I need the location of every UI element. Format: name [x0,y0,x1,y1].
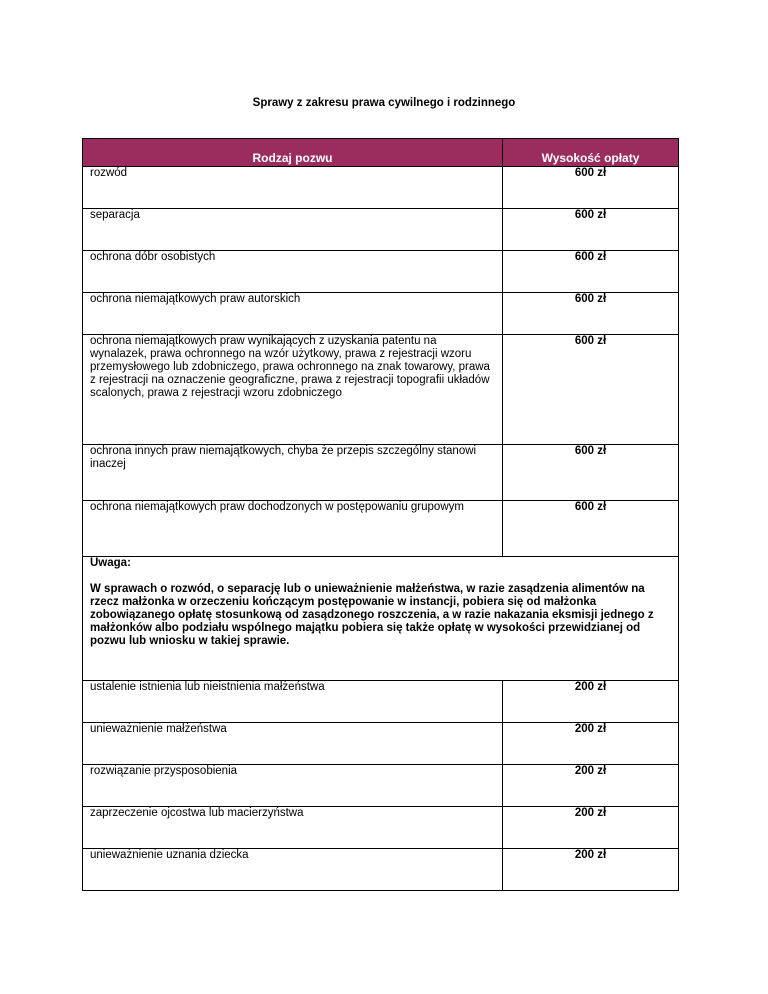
fee-cell: 200 zł [503,723,679,765]
header-fee-amount: Wysokość opłaty [503,139,679,167]
table-header-row [83,139,679,167]
note-cell [83,557,679,681]
claim-type-cell: ochrona niemajątkowych praw dochodzonych w postępowaniu grupowym [83,501,503,557]
fee-cell: 600 zł [503,167,679,209]
table-row [83,167,679,209]
claim-type-cell: ochrona innych praw niemajątkowych, chyba że przepis szczególny stanowi inaczej [83,445,503,501]
claim-type-cell: ochrona dóbr osobistych [83,251,503,293]
note-text: W sprawach o rozwód, o separację lub o unieważnienie małżeństwa, w razie zasądzenia alimentów na rzecz małżonka w orzeczeniu kończącym postępowanie w instancji, pobiera się od małżonka zobowiązanego opłatę stosunkową od zasądzonego roszczenia, a w razie nakazania eksmisji jednego z małżonków albo podziału wspólnego majątku pobiera się także opłatę w wysokości przewidzianej od pozwu lub wniosku w takiej sprawie. [90,583,654,647]
claim-type-cell: unieważnienie uznania dziecka [83,849,503,891]
fee-cell: 600 zł [503,501,679,557]
fee-cell: 200 zł [503,807,679,849]
claim-type-cell: separacja [83,209,503,251]
claim-type-cell: ochrona niemajątkowych praw autorskich [83,293,503,335]
table-row [83,251,679,293]
table-row [83,209,679,251]
fee-cell: 600 zł [503,445,679,501]
claim-type-cell: rozwód [83,167,503,209]
fee-cell: 200 zł [503,681,679,723]
claim-type-cell: zaprzeczenie ojcostwa lub macierzyństwa [83,807,503,849]
table-row [83,445,679,501]
document-title: Sprawy z zakresu prawa cywilnego i rodzinnego [252,97,516,109]
claim-type-cell: ochrona niemajątkowych praw wynikających z uzyskania patentu na wynalazek, prawa ochronnego na wzór użytkowy, prawa z rejestracji wzoru przemysłowego lub zdobniczego, prawa ochronnego na znak towarowy, prawa z rejestracji na oznaczenie geograficzne, prawa z rejestracji topografii układów scalonych, prawa z rejestracji wzoru zdobniczego [83,335,503,445]
table-row [83,849,679,891]
note-row [83,557,679,681]
fee-cell: 600 zł [503,335,679,445]
table-row [83,501,679,557]
fee-cell: 200 zł [503,849,679,891]
fee-cell: 600 zł [503,251,679,293]
fee-table [82,138,679,891]
claim-type-cell: rozwiązanie przysposobienia [83,765,503,807]
fee-cell: 600 zł [503,209,679,251]
claim-type-cell: ustalenie istnienia lub nieistnienia małżeństwa [83,681,503,723]
table-row [83,335,679,445]
header-claim-type: Rodzaj pozwu [83,139,503,167]
table-row [83,723,679,765]
fee-cell: 200 zł [503,765,679,807]
table-row [83,765,679,807]
note-label: Uwaga: [90,557,131,569]
fee-cell: 600 zł [503,293,679,335]
table-row [83,681,679,723]
table-row [83,807,679,849]
table-row [83,293,679,335]
claim-type-cell: unieważnienie małżeństwa [83,723,503,765]
